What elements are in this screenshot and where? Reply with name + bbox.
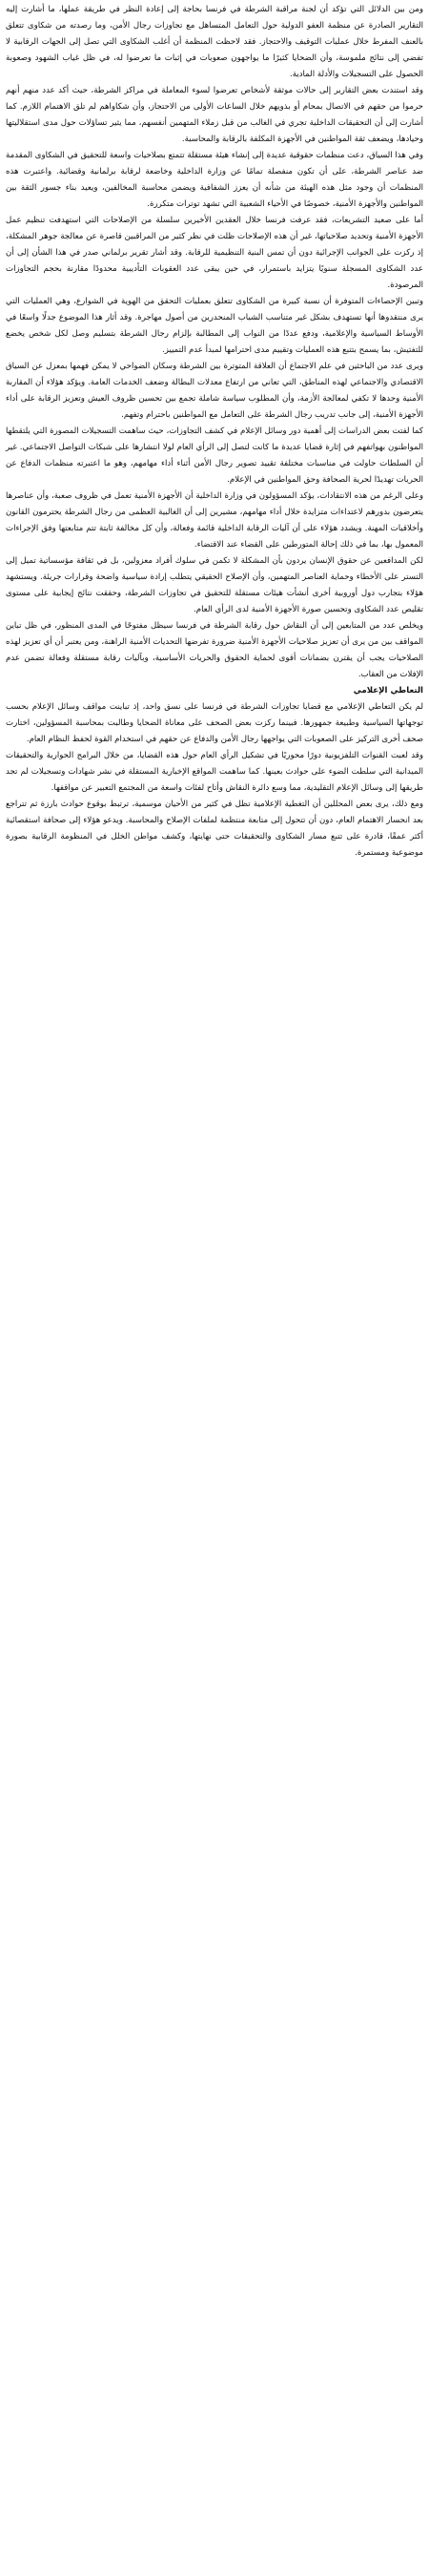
paragraph: وعلى الرغم من هذه الانتقادات، يؤكد المسؤولون في وزارة الداخلية أن الأجهزة الأمنية تعمل في ظروف صعبة، وأن عناصرها يتعرضون بدورهم لاعتداءات متزايدة خلال أداء مهامهم، مشيرين إلى أن الغالبية العظمى من رجال الشرطة يحترمون القانون وأخلاقيات المهنة. ويشدد هؤلاء على أن آليات الرقابة الداخلية قائمة وفعالة، وأن كل مخالفة ثابتة تتم متابعتها وفق الإجراءات المعمول بها، بما في ذلك إحالة المتورطين على القضاء عند الاقتضاء.	[6, 491, 423, 550]
paragraph: ويخلص عدد من المتابعين إلى أن النقاش حول رقابة الشرطة في فرنسا سيظل مفتوحًا في المدى المنظور، في ظل تباين المواقف بين من يرى أن تعزيز صلاحيات الأجهزة الأمنية ضرورة تفرضها التحديات الأمنية الراهنة، ومن يعتبر أن أي تعزيز لهذه الصلاحيات يجب أن يقترن بضمانات أقوى لحماية الحقوق والحريات الأساسية، وبآليات رقابة مستقلة وفعالة تضمن عدم الإفلات من العقاب.	[6, 621, 423, 679]
paragraph: وفي هذا السياق، دعت منظمات حقوقية عديدة إلى إنشاء هيئة مستقلة تتمتع بصلاحيات واسعة للتحقيق في الشكاوى المقدمة ضد عناصر الشرطة، على أن تكون منفصلة تمامًا عن وزارة الداخلية وخاضعة لرقابة برلمانية وقضائية. واعتبرت هذه المنظمات أن وجود مثل هذه الهيئة من شأنه أن يعزز الشفافية ويضمن محاسبة المخالفين، ويعيد بناء جسور الثقة بين المواطنين والأجهزة الأمنية، خصوصًا في الأحياء الشعبية التي تشهد توترات متكررة.	[6, 151, 423, 209]
paragraph: لكن المدافعين عن حقوق الإنسان يردون بأن المشكلة لا تكمن في سلوك أفراد معزولين، بل في ثقافة مؤسساتية تميل إلى التستر على الأخطاء وحماية العناصر المتهمين، وأن الإصلاح الحقيقي يتطلب إرادة سياسية واضحة وقرارات جريئة. ويستشهد هؤلاء بتجارب دول أوروبية أخرى أنشأت هيئات مستقلة للتحقيق في تجاوزات الشرطة، وحققت نتائج إيجابية على مستوى تقليص عدد الشكاوى وتحسين صورة الأجهزة الأمنية لدى الرأي العام.	[6, 556, 423, 614]
article-body	[6, 2, 423, 862]
paragraph: وقد استندت بعض التقارير إلى حالات موثقة لأشخاص تعرضوا لسوء المعاملة في مراكز الشرطة، حيث أكد عدد منهم أنهم حرموا من حقهم في الاتصال بمحام أو بذويهم خلال الساعات الأولى من الاحتجاز، وأن شكاواهم لم تلق الاهتمام اللازم. كما أشارت إلى أن التحقيقات الداخلية تجري في الغالب من قبل زملاء المتهمين أنفسهم، مما يثير تساؤلات حول مدى استقلاليتها وحيادها، ويضعف ثقة المواطنين في الأجهزة المكلفة بالرقابة والمحاسبة.	[6, 86, 423, 144]
paragraph: لم يكن التعاطي الإعلامي مع قضايا تجاوزات الشرطة في فرنسا على نسق واحد، إذ تباينت مواقف وسائل الإعلام بحسب توجهاتها السياسية وطبيعة جمهورها. فبينما ركزت بعض الصحف على معاناة الضحايا وطالبت بمحاسبة المسؤولين، اختارت صحف أخرى التركيز على الصعوبات التي يواجهها رجال الأمن والدفاع عن حقهم في استخدام القوة لحفظ النظام العام.	[6, 702, 423, 744]
paragraph: ومع ذلك، يرى بعض المحللين أن التغطية الإعلامية تظل في كثير من الأحيان موسمية، ترتبط بوقوع حوادث بارزة ثم تتراجع بعد انحسار الاهتمام العام، دون أن تتحول إلى متابعة منتظمة لملفات الإصلاح والمحاسبة. ويدعو هؤلاء إلى صحافة استقصائية أكثر عمقًا، قادرة على تتبع مسار الشكاوى والتحقيقات حتى نهايتها، وكشف مواطن الخلل في المنظومة الرقابية بصورة موضوعية ومستمرة.	[6, 800, 423, 858]
paragraph: وتبين الإحصاءات المتوفرة أن نسبة كبيرة من الشكاوى تتعلق بعمليات التحقق من الهوية في الشوارع، وهي العمليات التي يرى منتقدوها أنها تستهدف بشكل غير متناسب الشباب المنحدرين من أصول مهاجرة. وقد أثار هذا الموضوع جدلًا واسعًا في الأوساط السياسية والإعلامية، ودفع عددًا من النواب إلى المطالبة بإلزام رجال الشرطة بتسليم وصل لكل شخص يخضع للتفتيش، بما يسمح بتتبع هذه العمليات وتقييم مدى احترامها لمبدأ عدم التمييز.	[6, 297, 423, 355]
paragraph: أما على صعيد التشريعات، فقد عرفت فرنسا خلال العقدين الأخيرين سلسلة من الإصلاحات التي استهدفت تنظيم عمل الأجهزة الأمنية وتحديد صلاحياتها، غير أن هذه الإصلاحات ظلت في نظر كثير من المراقبين قاصرة عن معالجة جوهر المشكلة، إذ ركزت على الجوانب الإجرائية دون أن تمس البنية التنظيمية للرقابة. وقد أشار تقرير برلماني صدر في هذا الشأن إلى أن عدد الشكاوى المسجلة سنويًا يتزايد باستمرار، في حين يبقى عدد العقوبات التأديبية محدودًا مقارنة بحجم التجاوزات المرصودة.	[6, 216, 423, 290]
section-heading: التعاطي الإعلامي	[353, 686, 423, 696]
paragraph: كما لفتت بعض الدراسات إلى أهمية دور وسائل الإعلام في كشف التجاوزات، حيث ساهمت التسجيلات المصورة التي يلتقطها المواطنون بهواتفهم في إثارة قضايا عديدة ما كانت لتصل إلى الرأي العام لولا انتشارها على شبكات التواصل الاجتماعي. غير أن السلطات حاولت في مناسبات مختلفة تقييد تصوير رجال الأمن أثناء أداء مهامهم، وهو ما اعتبرته منظمات الدفاع عن الحريات تهديدًا لحرية الصحافة وحق المواطنين في الإعلام.	[6, 426, 423, 485]
paragraph: ويرى عدد من الباحثين في علم الاجتماع أن العلاقة المتوترة بين الشرطة وسكان الضواحي لا يمكن فهمها بمعزل عن السياق الاقتصادي والاجتماعي لهذه المناطق، التي تعاني من ارتفاع معدلات البطالة وضعف الخدمات العامة. ويؤكد هؤلاء أن المقاربة الأمنية وحدها لا تكفي لمعالجة الأزمة، وأن المطلوب سياسة شاملة تجمع بين تحسين ظروف العيش وتعزيز الرقابة على أداء الأجهزة الأمنية، إلى جانب تدريب رجال الشرطة على التعامل مع المواطنين باحترام وتفهم.	[6, 362, 423, 420]
paragraph: وقد لعبت القنوات التلفزيونية دورًا محوريًا في تشكيل الرأي العام حول هذه القضايا، من خلال البرامج الحوارية والتحقيقات الميدانية التي سلطت الضوء على حوادث بعينها. كما ساهمت المواقع الإخبارية المستقلة في نشر شهادات وتسجيلات لم تجد طريقها إلى وسائل الإعلام التقليدية، مما وسع دائرة النقاش وأتاح لفئات واسعة من المجتمع التعبير عن مواقفها.	[6, 751, 423, 793]
paragraph: ومن بين الدلائل التي تؤكد أن لجنة مراقبة الشرطة في فرنسا بحاجة إلى إعادة النظر في طريقة عملها، ما أشارت إليه التقارير الصادرة عن منظمة العفو الدولية حول التعامل المتساهل مع تجاوزات رجال الأمن، وما رصدته من شكاوى تتعلق بالعنف المفرط خلال عمليات التوقيف والاحتجاز. فقد لاحظت المنظمة أن أغلب الشكاوى التي تصل إلى الجهات الرقابية لا تفضي إلى نتائج ملموسة، وأن الضحايا كثيرًا ما يواجهون صعوبات في إثبات ما تعرضوا له، في ظل غياب الشهود وصعوبة الحصول على التسجيلات والأدلة المادية.	[6, 5, 423, 79]
